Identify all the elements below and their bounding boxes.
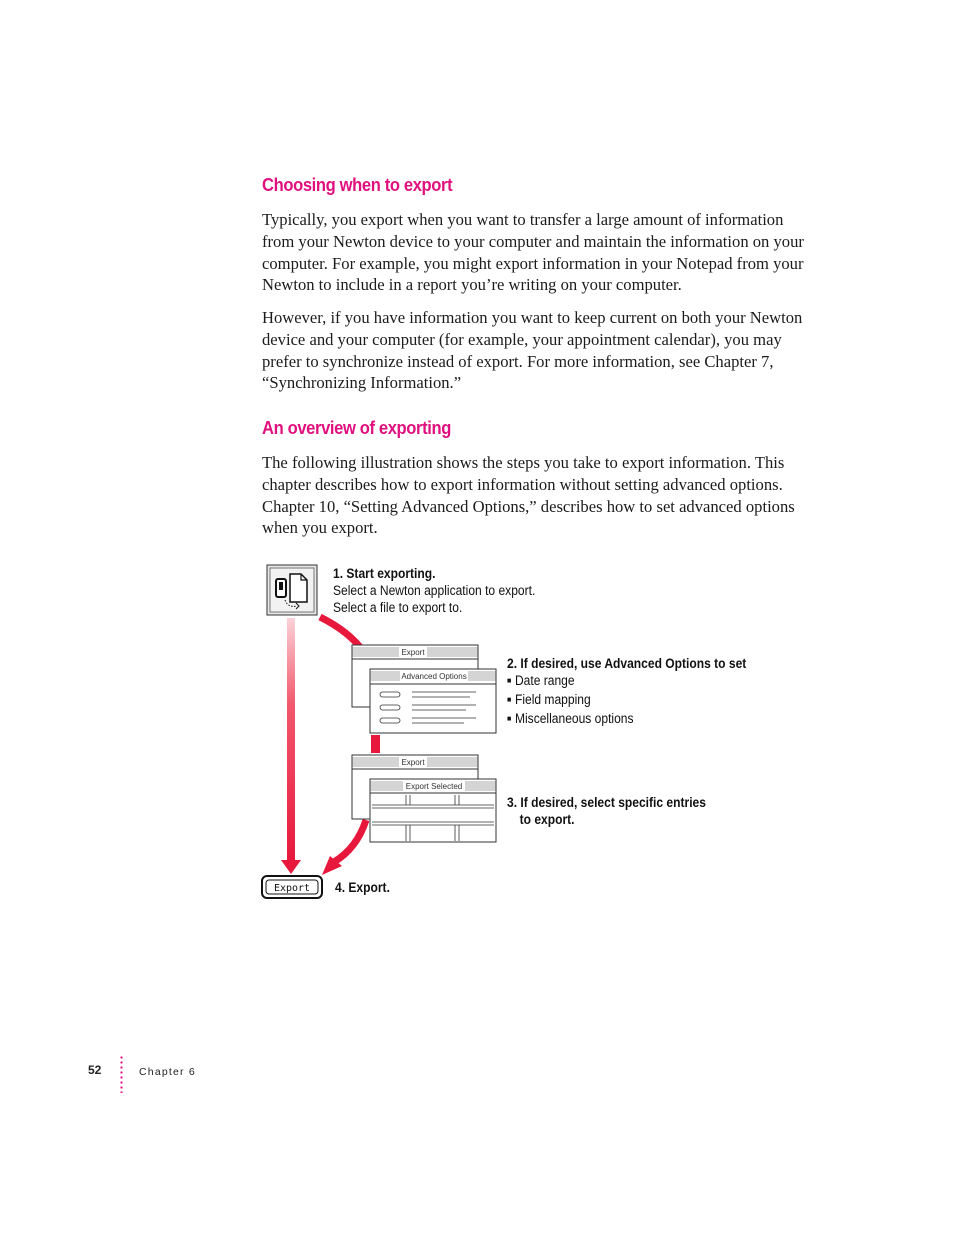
export-selected-title: Export Selected <box>405 782 463 791</box>
arrow-to-export-button <box>322 820 366 875</box>
arrow-to-advanced-options <box>320 617 360 647</box>
advanced-options-title: Advanced Options <box>401 672 467 681</box>
export-window-title-2: Export <box>401 758 425 767</box>
paragraph-overview: The following illustration shows the steps you take to export information. This chapter describes how to export information without setting advanced options. Chapter 10, “Setting Advanced Options,” describes how to set advanced options when you export. <box>262 453 795 538</box>
footer-dotted-divider <box>120 1055 123 1093</box>
arrow-direct-to-export <box>281 618 301 874</box>
step1-title: 1. Start exporting. <box>333 566 436 581</box>
step3-title-line1: 3. If desired, select specific entries <box>507 795 706 810</box>
export-button-label: Export <box>273 883 311 894</box>
export-selected-dialog <box>370 779 496 842</box>
step1-label <box>333 565 535 616</box>
step2-label <box>507 655 746 729</box>
step3-label <box>507 794 706 828</box>
paragraph-export-vs-sync: However, if you have information you want to keep current on both your Newton device and your computer (for example, your appointment calendar), you may prefer to synchronize instead of export. For more information, see Chapter 7, “Synchronizing Information.” <box>262 308 803 393</box>
arrow-to-export-selected <box>371 735 380 753</box>
export-window-title: Export <box>401 648 425 657</box>
heading-overview-of-exporting: An overview of exporting <box>262 418 452 438</box>
step2-bullet-field-mapping: ■ Field mapping <box>507 691 746 710</box>
step2-bullet-misc-options: ■ Miscellaneous options <box>507 710 746 729</box>
export-toolbar-icon[interactable] <box>267 565 317 615</box>
advanced-options-dialog <box>370 669 496 733</box>
export-button[interactable] <box>262 876 322 898</box>
footer-chapter-label: Chapter 6 <box>139 1066 196 1078</box>
step1-line2: Select a file to export to. <box>333 600 463 615</box>
step2-title: 2. If desired, use Advanced Options to set <box>507 656 747 671</box>
step4-label <box>335 879 390 896</box>
step2-bullet-date-range: ■ Date range <box>507 672 746 691</box>
step1-line1: Select a Newton application to export. <box>333 583 536 598</box>
step4-title: 4. Export. <box>335 880 390 895</box>
paragraph-export-typical: Typically, you export when you want to transfer a large amount of information from your Newton device to your computer and maintain the information on your computer. For example, you might export information in your Notepad from your Newton to include in a report you’re writing on your computer. <box>262 210 804 295</box>
page-number: 52 <box>88 1063 102 1077</box>
step3-title-line2: to export. <box>519 812 575 827</box>
heading-choosing-when-to-export: Choosing when to export <box>262 175 453 195</box>
